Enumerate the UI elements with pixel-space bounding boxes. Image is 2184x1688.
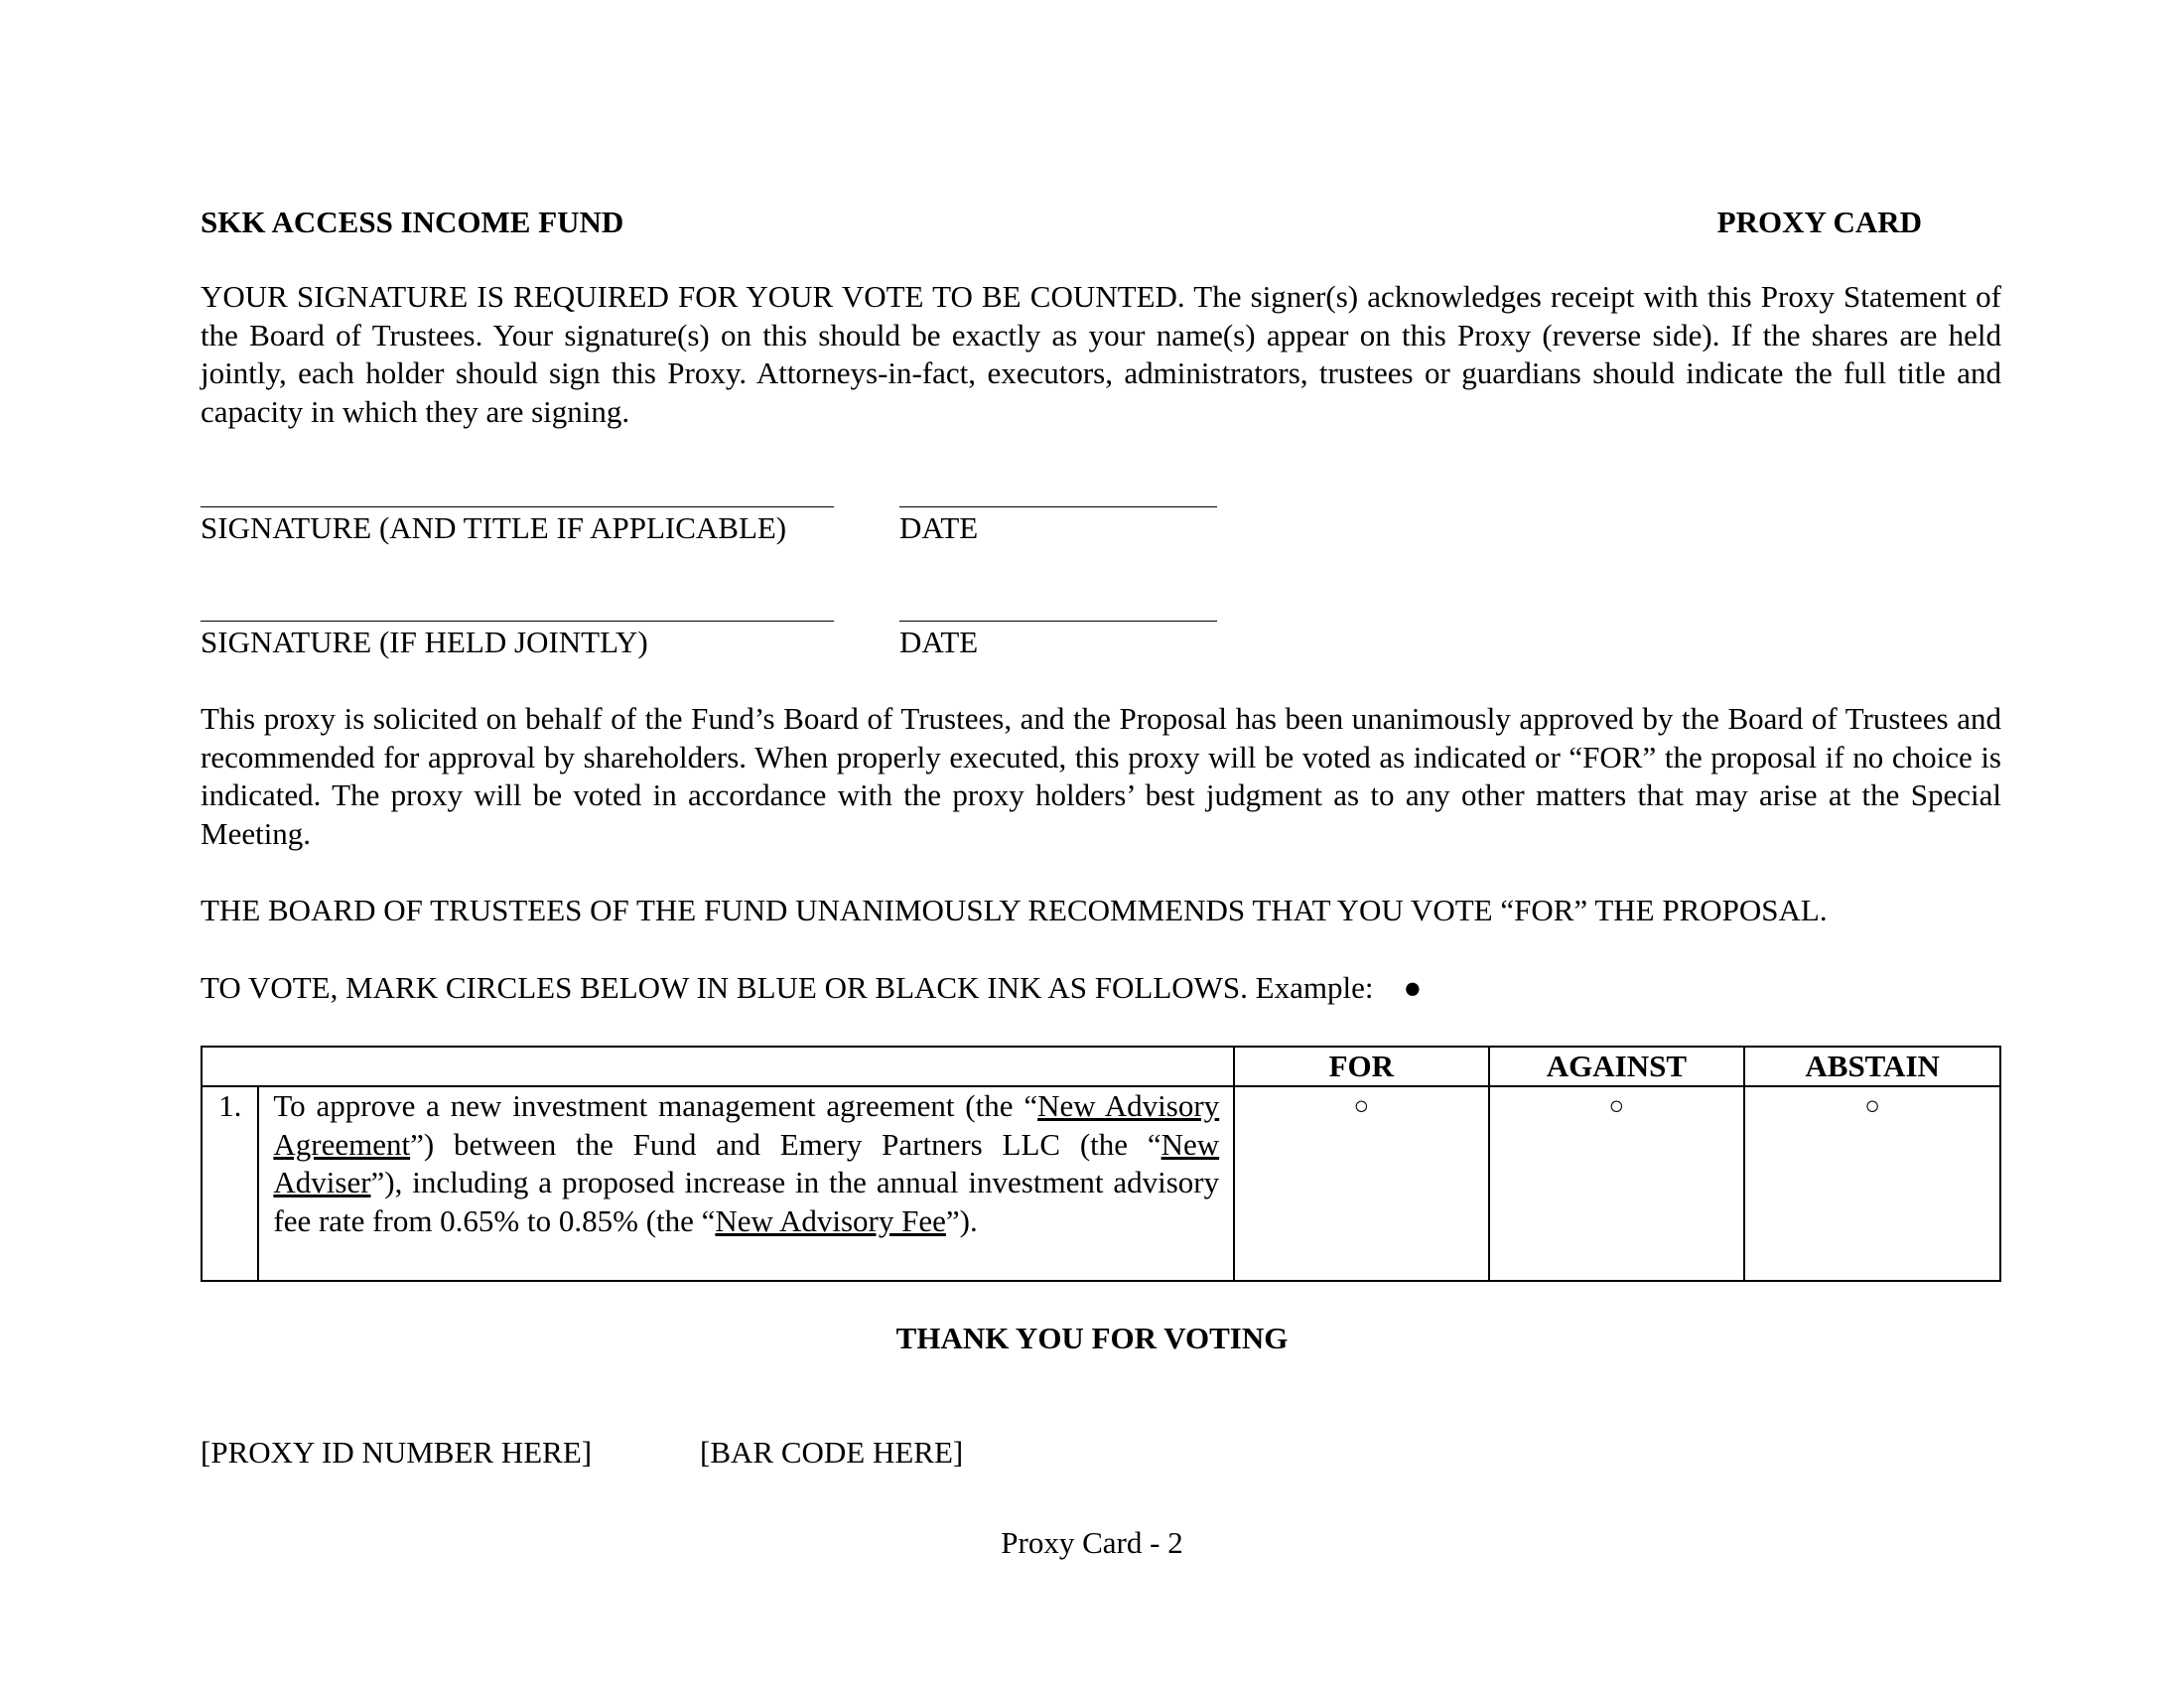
vote-abstain-cell bbox=[1744, 1086, 2000, 1281]
vote-against-circle-icon[interactable]: ○ bbox=[1608, 1091, 1625, 1120]
proposal-text-part: To approve a new investment management agreement (the “ bbox=[273, 1088, 1038, 1123]
page-footer: Proxy Card - 2 bbox=[1001, 1525, 1183, 1560]
date-label-1: DATE bbox=[899, 510, 979, 545]
signature-instructions: YOUR SIGNATURE IS REQUIRED FOR YOUR VOTE TO BE COUNTED. The signer(s) acknowledges receipt with this Proxy Statement of the Board of Trustees. Your signature(s) on this should be exactly as your name(s) appear on this Proxy (reverse side). If the shares are held jointly, each holder should sign this Proxy. Attorneys-in-fact, executors, administrators, trustees or guardians should indicate the full title and capacity in which they are signing. bbox=[201, 279, 2001, 429]
defined-term: New Advisory Fee bbox=[715, 1202, 946, 1238]
proposal-text-part: ”), including a proposed increase in the annual investment advisory fee rate from 0.65% to 0.85% (the “ bbox=[273, 1165, 1220, 1238]
vote-against-cell bbox=[1489, 1086, 1745, 1281]
date-line-2[interactable] bbox=[899, 621, 1217, 622]
proposal-text-part: ”). bbox=[945, 1202, 978, 1238]
vote-for-circle-icon[interactable]: ○ bbox=[1353, 1091, 1370, 1120]
signature-label-2: SIGNATURE (IF HELD JOINTLY) bbox=[201, 625, 648, 659]
barcode-placeholder: [BAR CODE HERE] bbox=[700, 1435, 964, 1470]
defined-term: New Advisory Agreement bbox=[273, 1088, 1220, 1162]
vote-abstain-circle-icon[interactable]: ○ bbox=[1864, 1091, 1880, 1120]
example-filled-circle-icon: ● bbox=[1403, 970, 1423, 1005]
signature-line-2[interactable] bbox=[201, 621, 834, 622]
voting-table-header bbox=[202, 1047, 2000, 1086]
voting-table bbox=[201, 1046, 2001, 1282]
proxy-id-placeholder: [PROXY ID NUMBER HERE] bbox=[201, 1435, 593, 1470]
header-blank-cell bbox=[202, 1047, 1234, 1086]
solicitation-statement: This proxy is solicited on behalf of the Fund’s Board of Trustees, and the Proposal has been unanimously approved by the Board of Trustees and recommended for approval by shareholders. When properly executed, this proxy will be voted as indicated or “FOR” the proposal if no choice is indicated. The proxy will be voted in accordance with the proxy holders’ best judgment as to any other matters that may arise at the Special Meeting. bbox=[201, 701, 2001, 851]
proposal-text-part: ”) between the Fund and Emery Partners LLC (the “ bbox=[410, 1126, 1161, 1162]
date-label-2: DATE bbox=[899, 625, 979, 659]
vote-instruction bbox=[201, 968, 1422, 1008]
fund-name: SKK ACCESS INCOME FUND bbox=[201, 205, 624, 239]
vote-instruction-text: TO VOTE, MARK CIRCLES BELOW IN BLUE OR BLACK INK AS FOLLOWS. Example: bbox=[201, 970, 1374, 1005]
date-line-1[interactable] bbox=[899, 506, 1217, 507]
header-abstain: ABSTAIN bbox=[1744, 1047, 2000, 1086]
card-title: PROXY CARD bbox=[1716, 205, 1922, 239]
proposal-text bbox=[258, 1086, 1234, 1281]
vote-for-cell bbox=[1234, 1086, 1488, 1281]
thank-you-message: THANK YOU FOR VOTING bbox=[895, 1321, 1289, 1355]
defined-term: New Adviser bbox=[273, 1126, 1220, 1199]
proposal-row bbox=[202, 1086, 2000, 1281]
proposal-number: 1. bbox=[202, 1086, 258, 1281]
board-recommendation: THE BOARD OF TRUSTEES OF THE FUND UNANIMOUSLY RECOMMENDS THAT YOU VOTE “FOR” THE PROPOSAL. bbox=[201, 893, 1828, 927]
header-for: FOR bbox=[1234, 1047, 1488, 1086]
header-against: AGAINST bbox=[1489, 1047, 1745, 1086]
signature-label-1: SIGNATURE (AND TITLE IF APPLICABLE) bbox=[201, 510, 787, 545]
signature-line-1[interactable] bbox=[201, 506, 834, 507]
